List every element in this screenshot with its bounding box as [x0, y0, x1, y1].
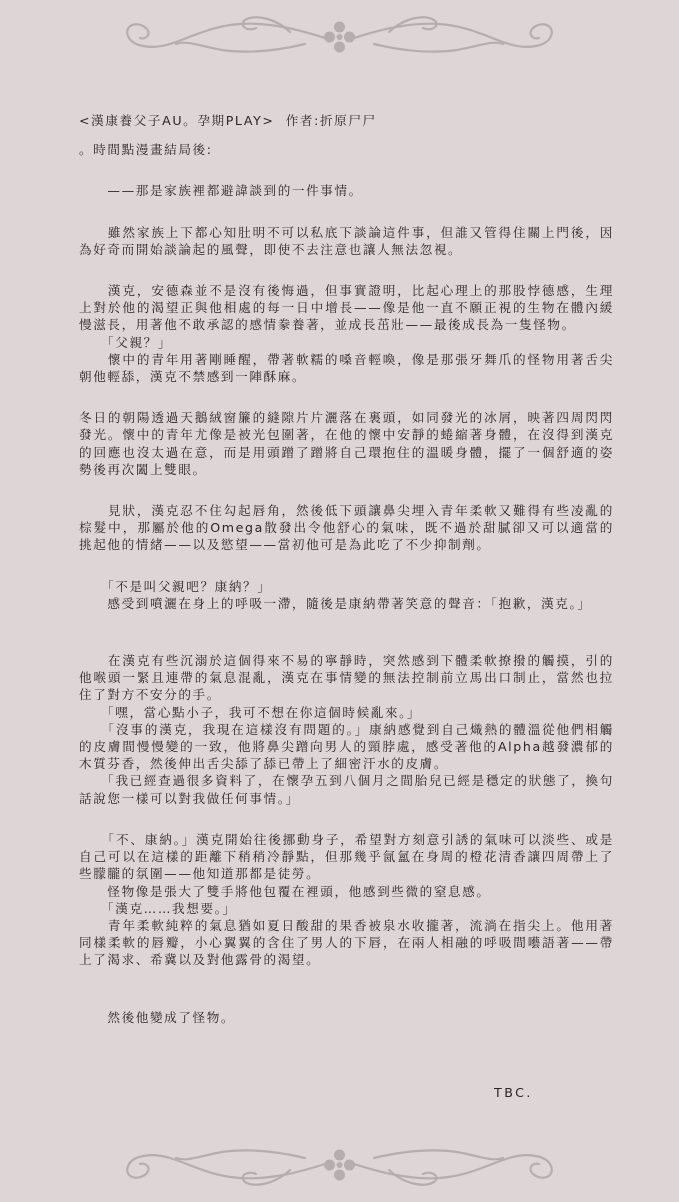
paragraph: 雖然家族上下都心知肚明不可以私底下談論這件事，但誰又管得住關上門後，因為好奇而開始談論起的風聲，即使不去注意也讓人無法忽視。	[79, 224, 614, 257]
closing-line: 然後他變成了怪物。	[79, 1009, 236, 1025]
paragraph: 「不、康納。」漢克開始往後挪動身子，希望對方刻意引誘的氣味可以淡些、或是自己可以在這樣的距離下稍稍冷靜點，但那幾乎氤氳在身周的橙花清香讓四周帶上了些朦朧的氛圍——他知道那都是徒勞。	[79, 831, 614, 882]
top-flourish-icon	[0, 0, 679, 80]
bottom-flourish-icon	[0, 1122, 679, 1202]
paragraph: 怪物像是張大了雙手將他包覆在裡頭，他感到些微的窒息感。	[79, 883, 491, 899]
document-title: <漢康養父子AU。孕期PLAY> 作者:折原尸尸	[79, 113, 377, 128]
to-be-continued: TBC.	[494, 1085, 533, 1100]
paragraph: 感受到噴灑在身上的呼吸一滯，隨後是康納帶著笑意的聲音：「抱歉，漢克。」	[79, 595, 592, 611]
paragraph: 見狀，漢克忍不住勾起唇角，然後低下頭讓鼻尖埋入青年柔軟又難得有些凌亂的棕髮中，那屬於他的Omega散發出令他舒心的氣味，既不過於甜膩卻又可以適當的挑起他的情緒——以及慾望——當初他可是為此吃了不少抑制劑。	[79, 503, 614, 553]
paragraph: 懷中的青年用著剛睡醒，帶著軟糯的嗓音輕喚，像是那張牙舞爪的怪物用著舌尖朝他輕舔，漢克不禁感到一陣酥麻。	[79, 351, 614, 385]
paragraph: 冬日的朝陽透過天鵝絨窗簾的縫隙片片灑落在裏頭，如同發光的冰屑，映著四周閃閃發光。懷中的青年尤像是被光包圍著，在他的懷中安靜的蜷縮著身體，在沒得到漢克的回應也沒太過在意，而是用頭蹭了蹭將自己環抱住的溫暖身體，擺了一個舒適的姿勢後再次闔上雙眼。	[79, 410, 614, 477]
document-body	[79, 112, 614, 1026]
paragraph: 「沒事的漢克，我現在這樣沒有問題的。」康納感覺到自己熾熱的體溫從他們相觸的皮膚間慢慢變的一致，他將鼻尖蹭向男人的頸脖處，感受著他的Alpha越發濃郁的木質芬香，然後伸出舌尖舔了舔已帶上了細密汗水的皮膚。	[79, 721, 614, 772]
paragraph: 漢克，安德森並不是沒有後悔過，但事實證明，比起心理上的那股悖德感，生理上對於他的渴望正與他相處的每一日中增長——像是他一直不願正視的生物在體內緩慢滋長，用著他不敢承認的感情豢養著，並成長茁壯——最後成長為一隻怪物。	[79, 283, 614, 333]
paragraph: 在漢克有些沉溺於這個得來不易的寧靜時，突然感到下體柔軟撩撥的觸摸，引的他喉頭一緊且連帶的氣息混亂，漢克在事情變的無法控制前立馬出口制止，當然也拉住了對方不安分的手。	[79, 653, 614, 703]
dialogue-line: 「不是叫父親吧？康納？」	[79, 578, 272, 594]
dialogue-line: 「漢克……我想要。」	[79, 900, 237, 916]
dialogue-line: 「嘿，當心點小子，我可不想在你這個時候亂來。」	[79, 704, 422, 720]
paragraph: ——那是家族裡都避諱談到的一件事情。	[79, 183, 363, 199]
paragraph: 「我已經查過很多資料了，在懷孕五到八個月之間胎兒已經是穩定的狀態了，換句話說您一樣可以對我做任何事情。」	[79, 773, 614, 806]
time-note: 。時間點漫畫結局後:	[79, 142, 213, 158]
dialogue-line: 「父親？」	[79, 334, 173, 350]
paragraph: 青年柔軟純粹的氣息猶如夏日酸甜的果香被泉水收攏著，流淌在指尖上。他用著同樣柔軟的唇瓣，小心翼翼的含住了男人的下唇，在兩人相融的呼吸間囈語著——帶上了渴求、希冀以及對他露骨的渴望。	[79, 917, 614, 968]
